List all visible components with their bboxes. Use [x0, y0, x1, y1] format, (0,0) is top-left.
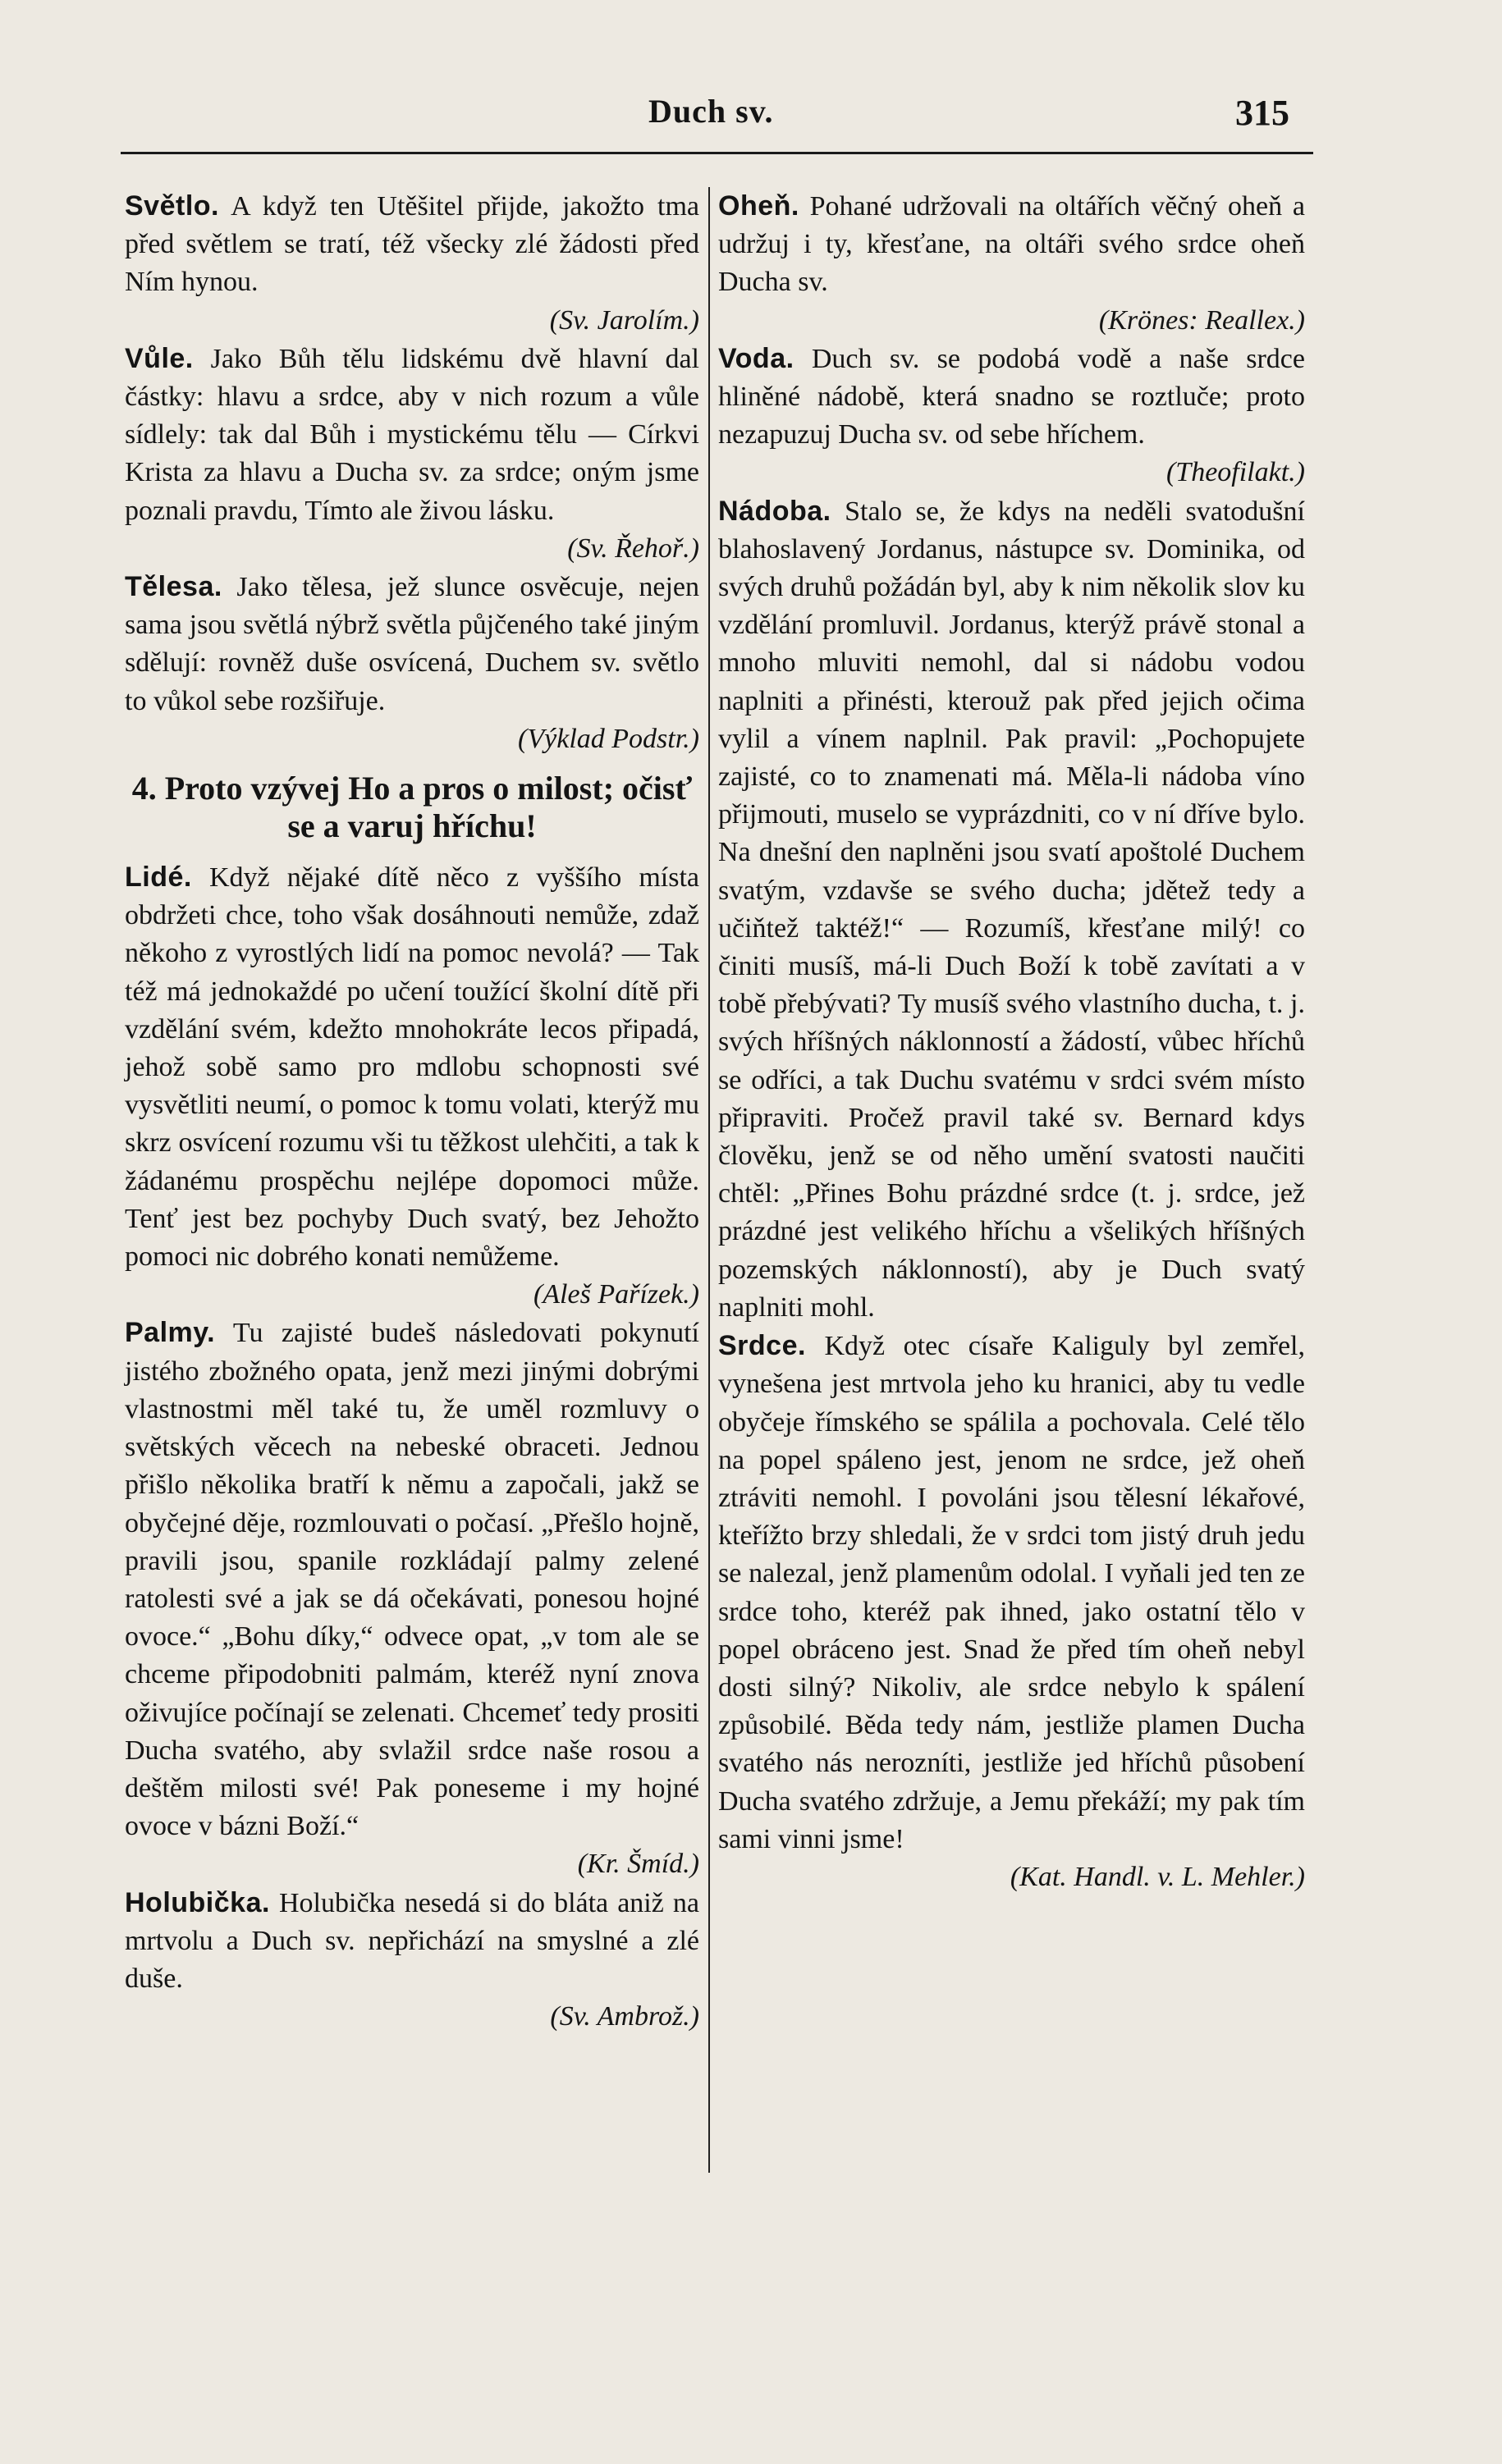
- paragraph-nadoba: [718, 492, 1305, 1327]
- paragraph-text: Když otec císaře Kaliguly byl zemřel, vynešena jest mrtvola jeho ku hranici, aby tu vedle obyčeje římského se spálila a pochovala. Celé tělo na popel spáleno jest, jenom ne srdce, jež oheň ztráviti nemohl. I povoláni jsou tělesní lékařové, kteřížto brzy shledali, že v srdci tom jistý druh jedu se nalezal, jenž plamenům odolal. I vyňali jed ten ze srdce toho, kteréž pak ihned, jako ostatní tělo v popel obráceno jest. Snad že před tím oheň nebyl dosti silný? Nikoliv, ale srdce nebylo k spálení způsobilé. Běda tedy nám, jestliže plamen Ducha svatého nás nerozníti, jestliže jed hříchů působení Ducha svatého zdržuje, a Jemu překáží; my pak tím sami vinni jsme!: [718, 1331, 1305, 1854]
- paragraph-telesa: [125, 568, 699, 720]
- source-citation: (Theofilakt.): [1165, 457, 1305, 488]
- source-citation: (Kr. Šmíd.): [577, 1849, 699, 1880]
- paragraph-text: Stalo se, že kdys na neděli svatodušní blahoslavený Jordanus, nástupce sv. Dominika, od svých druhů požádán byl, aby k nim několik slov ku vzdělání promluvil. Jordanus, kterýž právě stonal a mnoho mluviti nemohl, dal si nádobu vodou naplniti a přinésti, kterouž pak před jejich očima vylil a vínem naplnil. Pak pravil: „Pochopujete zajisté, co to znamenati má. Měla-li nádoba víno přijmouti, muselo se vyprázdniti, co v ní dříve bylo. Na dnešní den naplněni jsou svatí apoštolé Duchem svatým, vzdavše se svého ducha; jdětež tedy a učiňtež taktéž!“ — Rozumíš, křesťane milý! co činiti musíš, má-li Duch Boží k tobě zavítati a v tobě přebývati? Ty musíš svého vlastního ducha, t. j. svých hříšných náklonností a žádostí, vůbec hříchů se odříci, a tak Duchu svatému v srdci svém místo připraviti. Pročež pravil také sv. Bernard kdys člověku, jenž se od něho umění svatosti naučiti chtěl: „Přines Bohu prázdné srdce (t. j. srdce, jež prázdné jest velikého hříchu a všelikých hříšných pozemských náklonností), aby je Duch svatý naplniti mohl.: [718, 496, 1305, 1323]
- source-citation: (Kat. Handl. v. L. Mehler.): [1010, 1861, 1305, 1892]
- keyword: Světlo.: [125, 190, 219, 222]
- running-head: Duch sv.: [648, 93, 774, 130]
- source-citation: (Sv. Ambrož.): [550, 2001, 699, 2032]
- keyword: Holubička.: [125, 1886, 270, 1918]
- paragraph-text: A když ten Utěšitel přijde, jakožto tma před světlem se tratí, též všecky zlé žádosti před Ním hynou.: [125, 191, 699, 298]
- source-citation: (Aleš Pařízek.): [533, 1279, 699, 1310]
- paragraph-srdce: [718, 1327, 1305, 1858]
- source-citation: (Výklad Podstr.): [518, 723, 699, 754]
- section-heading: 4. Proto vzývej Ho a pros o milost; očisť se a varuj hříchu!: [131, 770, 693, 845]
- paragraph-text: Když nějaké dítě něco z vyššího místa obdržeti chce, toho však dosáhnouti nemůže, zdaž někoho z vyrostlých lidí na pomoc nevolá? — Tak též má jednokaždé po učení toužící školní dítě při vzdělání svém, kdežto mnohokráte lecos připadá, jehož sobě samo pro mdlobu schopnosti své vysvětliti neumí, o pomoc k tomu volati, kterýž mu skrz osvícení rozumu vši tu těžkost ulehčiti, a tak k žádanému prospěchu nejlépe dopomoci může. Tenť jest bez pochyby Duch svatý, bez Jehožto pomoci nic dobrého konati nemůžeme.: [125, 862, 699, 1273]
- paragraph-text: Jako Bůh tělu lidskému dvě hlavní dal částky: hlavu a srdce, aby v nich rozum a vůle sídlely: tak dal Bůh i mystickému tělu — Církvi Krista za hlavu a Ducha sv. za srdce; oným jsme poznali pravdu, Tímto ale živou lásku.: [125, 343, 699, 526]
- column-divider: [708, 187, 710, 2173]
- keyword: Lidé.: [125, 862, 192, 894]
- paragraph-text: Jako tělesa, jež slunce osvěcuje, nejen sama jsou světlá nýbrž světla půjčeného také jiným sdělují: rovněž duše osvícená, Duchem sv. světlo to vůkol sebe rozšiřuje.: [125, 572, 699, 716]
- right-column: [718, 187, 1305, 1896]
- paragraph-palmy: [125, 1314, 699, 1845]
- keyword: Oheň.: [718, 190, 799, 222]
- paragraph-vule: [125, 340, 699, 530]
- keyword: Palmy.: [125, 1317, 216, 1349]
- paragraph-svetlo: [125, 187, 699, 302]
- paragraph-text: Pohané udržovali na oltářích věčný oheň a udržuj i ty, křesťane, na oltáři svého srdce oheň Ducha sv.: [718, 191, 1305, 298]
- paragraph-text: Holubička nesedá si do bláta aniž na mrtvolu a Duch sv. nepřichází na smyslné a zlé duše.: [125, 1887, 699, 1994]
- paragraph-lide: [125, 858, 699, 1276]
- left-column: [125, 187, 699, 2036]
- source-citation: (Sv. Jarolím.): [549, 304, 699, 336]
- keyword: Nádoba.: [718, 495, 831, 527]
- keyword: Voda.: [718, 342, 795, 374]
- page-header: [0, 92, 1502, 141]
- keyword: Vůle.: [125, 342, 194, 374]
- page-number: 315: [1235, 93, 1289, 133]
- source-citation: (Krönes: Reallex.): [1098, 304, 1305, 336]
- source-citation: (Sv. Řehoř.): [567, 533, 699, 564]
- keyword: Tělesa.: [125, 571, 222, 603]
- paragraph-holubicka: [125, 1884, 699, 1999]
- paragraph-text: Tu zajisté budeš následovati pokynutí jistého zbožného opata, jenž mezi jinými dobrými vlastnostmi měl také tu, že uměl rozmluvy o světských věcech na nebeské obraceti. Jednou přišlo několika bratří k němu a započali, jakž se obyčejné děje, rozmlouvati o počasí. „Přešlo hojně, pravili jsou, spanile rozkládají palmy zelené ratolesti své a jak se dá očekávati, ponesou hojné ovoce.“ „Bohu díky,“ odvece opat, „v tom ale se chceme připodobniti palmám, kteréž nyní znova oživujíce počínají se zelenati. Chcemeť tedy prositi Ducha svatého, aby svlažil srdce naše rosou a deštěm milosti své! Pak poneseme i my hojné ovoce v bázni Boží.“: [125, 1318, 699, 1842]
- paragraph-ohen: [718, 187, 1305, 302]
- keyword: Srdce.: [718, 1330, 806, 1362]
- paragraph-voda: [718, 340, 1305, 455]
- header-rule: [121, 152, 1313, 154]
- paragraph-text: Duch sv. se podobá vodě a naše srdce hliněné nádobě, která snadno se roztluče; proto nezapuzuj Ducha sv. od sebe hříchem.: [718, 343, 1305, 450]
